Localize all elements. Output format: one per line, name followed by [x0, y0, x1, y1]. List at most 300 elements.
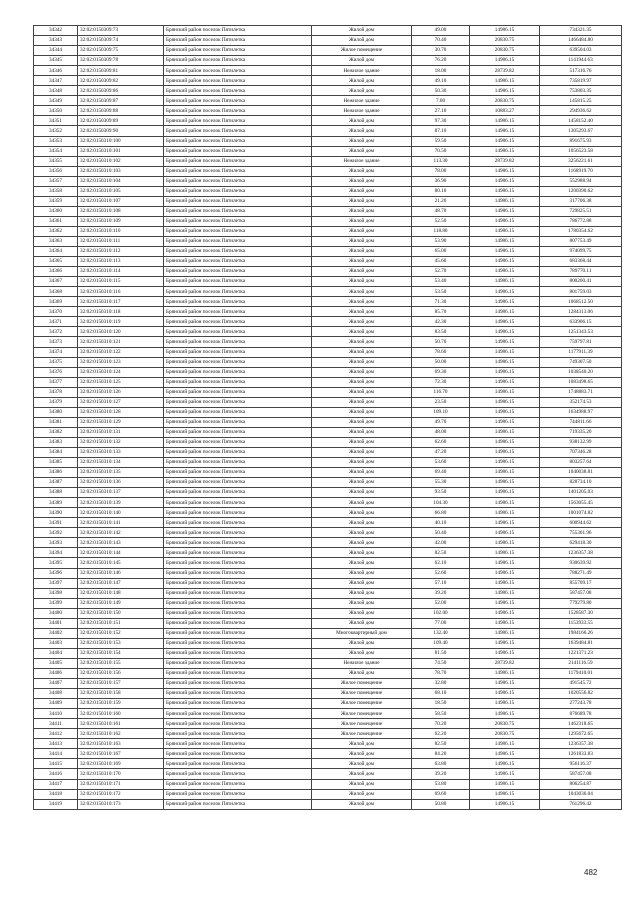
area-cell: 42.30	[412, 317, 470, 327]
area-cell: 50.70	[412, 337, 470, 347]
cadastral-value-cell: 930639.92	[540, 558, 622, 568]
unit-value-cell: 14986.15	[470, 26, 540, 36]
row-number-cell: 34381	[34, 417, 78, 427]
location-cell: Брянский район поселок Пятилетка	[164, 66, 312, 76]
object-type-cell: Жилой дом	[312, 36, 412, 46]
cadastral-number-cell: 32:02:0150310:108	[78, 206, 164, 216]
cadastral-number-cell: 32:02:0150310:143	[78, 538, 164, 548]
unit-value-cell: 14986.15	[470, 648, 540, 658]
unit-value-cell: 14986.15	[470, 267, 540, 277]
table-row	[34, 216, 622, 226]
location-cell: Брянский район поселок Пятилетка	[164, 96, 312, 106]
object-type-cell: Жилой дом	[312, 297, 412, 307]
area-cell: 48.00	[412, 427, 470, 437]
row-number-cell: 34394	[34, 548, 78, 558]
row-number-cell: 34405	[34, 658, 78, 668]
area-cell: 69.40	[412, 468, 470, 478]
object-type-cell: Жилой дом	[312, 357, 412, 367]
area-cell: 52.60	[412, 568, 470, 578]
unit-value-cell: 14986.15	[470, 447, 540, 457]
unit-value-cell: 14986.15	[470, 799, 540, 809]
cadastral-number-cell: 32:02:0150309:75	[78, 46, 164, 56]
cadastral-value-cell: 891675.93	[540, 136, 622, 146]
object-type-cell: Жилой дом	[312, 447, 412, 457]
unit-value-cell: 14986.15	[470, 196, 540, 206]
unit-value-cell: 20830.75	[470, 36, 540, 46]
cadastral-number-cell: 32:02:0150309:87	[78, 96, 164, 106]
area-cell: 78.00	[412, 166, 470, 176]
cadastral-value-cell: 753803.35	[540, 86, 622, 96]
object-type-cell: Жилой дом	[312, 126, 412, 136]
location-cell: Брянский район поселок Пятилетка	[164, 166, 312, 176]
area-cell: 65.00	[412, 247, 470, 257]
cadastral-value-cell: 707346.28	[540, 447, 622, 457]
unit-value-cell: 14986.15	[470, 367, 540, 377]
location-cell: Брянский район поселок Пятилетка	[164, 307, 312, 317]
row-number-cell: 34419	[34, 799, 78, 809]
cadastral-number-cell: 32:02:0150310:127	[78, 397, 164, 407]
unit-value-cell: 14986.15	[470, 669, 540, 679]
area-cell: 87.10	[412, 126, 470, 136]
table-row	[34, 36, 622, 46]
cadastral-number-cell: 32:02:0150310:110	[78, 226, 164, 236]
table-row	[34, 568, 622, 578]
area-cell: 85.70	[412, 307, 470, 317]
row-number-cell: 34371	[34, 317, 78, 327]
row-number-cell: 34396	[34, 568, 78, 578]
cadastral-number-cell: 32:02:0150310:136	[78, 478, 164, 488]
location-cell: Брянский район поселок Пятилетка	[164, 608, 312, 618]
cadastral-number-cell: 32:02:0150310:107	[78, 196, 164, 206]
table-row	[34, 26, 622, 36]
area-cell: 7.00	[412, 96, 470, 106]
area-cell: 71.30	[412, 297, 470, 307]
object-type-cell: Жилой дом	[312, 236, 412, 246]
location-cell: Брянский район поселок Пятилетка	[164, 548, 312, 558]
object-type-cell: Жилой дом	[312, 608, 412, 618]
cadastral-number-cell: 32:02:0150310:132	[78, 437, 164, 447]
cadastral-number-cell: 32:02:0150310:160	[78, 709, 164, 719]
cadastral-value-cell: 1528587.30	[540, 608, 622, 618]
cadastral-value-cell: 1466484.80	[540, 36, 622, 46]
object-type-cell: Жилой дом	[312, 377, 412, 387]
unit-value-cell: 14986.15	[470, 377, 540, 387]
unit-value-cell: 14986.15	[470, 608, 540, 618]
cadastral-number-cell: 32:02:0150310:131	[78, 427, 164, 437]
cadastral-number-cell: 32:02:0150310:111	[78, 236, 164, 246]
row-number-cell: 34386	[34, 468, 78, 478]
area-cell: 49.00	[412, 26, 470, 36]
table-row	[34, 719, 622, 729]
table-row	[34, 397, 622, 407]
cadastral-number-cell: 32:02:0150310:159	[78, 699, 164, 709]
area-cell: 52.70	[412, 267, 470, 277]
cadastral-value-cell: 145815.25	[540, 96, 622, 106]
row-number-cell: 34370	[34, 307, 78, 317]
table-row	[34, 638, 622, 648]
table-row	[34, 729, 622, 739]
cadastral-value-cell: 1168919.70	[540, 166, 622, 176]
cadastral-value-cell: 1177911.39	[540, 347, 622, 357]
unit-value-cell: 14986.15	[470, 317, 540, 327]
object-type-cell: Жилой дом	[312, 669, 412, 679]
cadastral-value-cell: 1305293.67	[540, 126, 622, 136]
location-cell: Брянский район поселок Пятилетка	[164, 769, 312, 779]
cadastral-number-cell: 32:02:0150309:78	[78, 56, 164, 66]
location-cell: Брянский район поселок Пятилетка	[164, 116, 312, 126]
table-row	[34, 437, 622, 447]
location-cell: Брянский район поселок Пятилетка	[164, 739, 312, 749]
location-cell: Брянский район поселок Пятилетка	[164, 689, 312, 699]
unit-value-cell: 14986.15	[470, 739, 540, 749]
table-row	[34, 156, 622, 166]
location-cell: Брянский район поселок Пятилетка	[164, 658, 312, 668]
row-number-cell: 34353	[34, 136, 78, 146]
row-number-cell: 34383	[34, 437, 78, 447]
table-row	[34, 106, 622, 116]
area-cell: 27.10	[412, 106, 470, 116]
unit-value-cell: 14986.15	[470, 427, 540, 437]
row-number-cell: 34359	[34, 196, 78, 206]
row-number-cell: 34392	[34, 528, 78, 538]
location-cell: Брянский район поселок Пятилетка	[164, 36, 312, 46]
cadastral-value-cell: 552988.94	[540, 176, 622, 186]
object-type-cell: Жилой дом	[312, 176, 412, 186]
table-row	[34, 699, 622, 709]
table-row	[34, 387, 622, 397]
area-cell: 84.20	[412, 749, 470, 759]
row-number-cell: 34361	[34, 216, 78, 226]
object-type-cell: Жилой дом	[312, 548, 412, 558]
area-cell: 74.50	[412, 658, 470, 668]
unit-value-cell: 14986.15	[470, 548, 540, 558]
row-number-cell: 34344	[34, 46, 78, 56]
unit-value-cell: 28739.82	[470, 156, 540, 166]
object-type-cell: Жилой дом	[312, 648, 412, 658]
unit-value-cell: 14986.15	[470, 146, 540, 156]
location-cell: Брянский район поселок Пятилетка	[164, 136, 312, 146]
cadastral-number-cell: 32:02:0150310:157	[78, 679, 164, 689]
cadastral-number-cell: 32:02:0150310:100	[78, 136, 164, 146]
location-cell: Брянский район поселок Пятилетка	[164, 588, 312, 598]
cadastral-value-cell: 2141116.59	[540, 658, 622, 668]
table-row	[34, 528, 622, 538]
area-cell: 39.20	[412, 588, 470, 598]
location-cell: Брянский район поселок Пятилетка	[164, 146, 312, 156]
cadastral-value-cell: 1462318.65	[540, 719, 622, 729]
unit-value-cell: 14986.15	[470, 709, 540, 719]
row-number-cell: 34417	[34, 779, 78, 789]
table-row	[34, 317, 622, 327]
object-type-cell: Жилой дом	[312, 498, 412, 508]
row-number-cell: 34379	[34, 397, 78, 407]
cadastral-value-cell: 1141944.63	[540, 56, 622, 66]
table-body	[34, 26, 622, 810]
unit-value-cell: 14986.15	[470, 407, 540, 417]
table-row	[34, 679, 622, 689]
cadastral-value-cell: 876689.78	[540, 709, 622, 719]
table-row	[34, 548, 622, 558]
cadastral-value-cell: 1083498.65	[540, 377, 622, 387]
cadastral-value-cell: 807753.49	[540, 236, 622, 246]
table-row	[34, 628, 622, 638]
cadastral-number-cell: 32:02:0150310:140	[78, 508, 164, 518]
cadastral-number-cell: 32:02:0150309:81	[78, 66, 164, 76]
cadastral-value-cell: 956116.37	[540, 759, 622, 769]
table-row	[34, 478, 622, 488]
cadastral-number-cell: 32:02:0150310:153	[78, 638, 164, 648]
cadastral-number-cell: 32:02:0150310:167	[78, 749, 164, 759]
location-cell: Брянский район поселок Пятилетка	[164, 558, 312, 568]
location-cell: Брянский район поселок Пятилетка	[164, 628, 312, 638]
unit-value-cell: 14986.15	[470, 337, 540, 347]
cadastral-number-cell: 32:02:0150310:125	[78, 377, 164, 387]
cadastral-value-cell: 683368.44	[540, 257, 622, 267]
cadastral-number-cell: 32:02:0150310:135	[78, 468, 164, 478]
location-cell: Брянский район поселок Пятилетка	[164, 176, 312, 186]
table-row	[34, 658, 622, 668]
cadastral-number-cell: 32:02:0150309:86	[78, 86, 164, 96]
table-row	[34, 337, 622, 347]
area-cell: 69.30	[412, 367, 470, 377]
row-number-cell: 34375	[34, 357, 78, 367]
object-type-cell: Жилой дом	[312, 257, 412, 267]
row-number-cell: 34356	[34, 166, 78, 176]
unit-value-cell: 14986.15	[470, 387, 540, 397]
row-number-cell: 34385	[34, 458, 78, 468]
row-number-cell: 34391	[34, 518, 78, 528]
location-cell: Брянский район поселок Пятилетка	[164, 729, 312, 739]
object-type-cell: Жилой дом	[312, 508, 412, 518]
row-number-cell: 34388	[34, 488, 78, 498]
object-type-cell: Жилой дом	[312, 277, 412, 287]
unit-value-cell: 14986.15	[470, 437, 540, 447]
object-type-cell: Жилой дом	[312, 146, 412, 156]
cadastral-value-cell: 1563055.45	[540, 498, 622, 508]
cadastral-value-cell: 755301.96	[540, 528, 622, 538]
area-cell: 132.40	[412, 628, 470, 638]
row-number-cell: 34348	[34, 86, 78, 96]
location-cell: Брянский район поселок Пятилетка	[164, 779, 312, 789]
row-number-cell: 34377	[34, 377, 78, 387]
row-number-cell: 34342	[34, 26, 78, 36]
area-cell: 76.20	[412, 56, 470, 66]
row-number-cell: 34347	[34, 76, 78, 86]
area-cell: 72.30	[412, 377, 470, 387]
table-row	[34, 247, 622, 257]
location-cell: Брянский район поселок Пятилетка	[164, 397, 312, 407]
row-number-cell: 34413	[34, 739, 78, 749]
object-type-cell: Жилой дом	[312, 76, 412, 86]
object-type-cell: Жилой дом	[312, 598, 412, 608]
unit-value-cell: 14986.15	[470, 568, 540, 578]
cadastral-value-cell: 761296.42	[540, 799, 622, 809]
cadastral-number-cell: 32:02:0150310:119	[78, 317, 164, 327]
unit-value-cell: 14986.15	[470, 558, 540, 568]
unit-value-cell: 14986.15	[470, 136, 540, 146]
cadastral-number-cell: 32:02:0150310:155	[78, 658, 164, 668]
unit-value-cell: 14986.15	[470, 679, 540, 689]
table-row	[34, 76, 622, 86]
cadastral-value-cell: 1984166.26	[540, 628, 622, 638]
table-row	[34, 176, 622, 186]
object-type-cell: Жилой дом	[312, 518, 412, 528]
area-cell: 36.90	[412, 176, 470, 186]
location-cell: Брянский район поселок Пятилетка	[164, 478, 312, 488]
table-row	[34, 327, 622, 337]
row-number-cell: 34362	[34, 226, 78, 236]
table-row	[34, 558, 622, 568]
row-number-cell: 34355	[34, 156, 78, 166]
cadastral-value-cell: 1748883.71	[540, 387, 622, 397]
location-cell: Брянский район поселок Пятилетка	[164, 367, 312, 377]
area-cell: 83.50	[412, 327, 470, 337]
area-cell: 62.20	[412, 729, 470, 739]
unit-value-cell: 14986.15	[470, 518, 540, 528]
table-row	[34, 608, 622, 618]
row-number-cell: 34345	[34, 56, 78, 66]
cadastral-value-cell: 294936.62	[540, 106, 622, 116]
cadastral-value-cell: 801759.03	[540, 287, 622, 297]
area-cell: 55.30	[412, 478, 470, 488]
cadastral-number-cell: 32:02:0150310:152	[78, 628, 164, 638]
cadastral-number-cell: 32:02:0150310:129	[78, 417, 164, 427]
location-cell: Брянский район поселок Пятилетка	[164, 46, 312, 56]
unit-value-cell: 14986.15	[470, 287, 540, 297]
cadastral-value-cell: 1295672.65	[540, 729, 622, 739]
location-cell: Брянский район поселок Пятилетка	[164, 468, 312, 478]
object-type-cell: Жилой дом	[312, 367, 412, 377]
object-type-cell: Жилой дом	[312, 458, 412, 468]
row-number-cell: 34387	[34, 478, 78, 488]
object-type-cell: Жилое помещение	[312, 729, 412, 739]
location-cell: Брянский район поселок Пятилетка	[164, 387, 312, 397]
location-cell: Брянский район поселок Пятилетка	[164, 528, 312, 538]
object-type-cell: Жилой дом	[312, 86, 412, 96]
cadastral-value-cell: 1251343.53	[540, 327, 622, 337]
cadastral-number-cell: 32:02:0150310:137	[78, 488, 164, 498]
area-cell: 77.00	[412, 618, 470, 628]
location-cell: Брянский район поселок Пятилетка	[164, 287, 312, 297]
unit-value-cell: 14986.15	[470, 357, 540, 367]
area-cell: 81.50	[412, 648, 470, 658]
object-type-cell: Жилой дом	[312, 478, 412, 488]
cadastral-value-cell: 779279.80	[540, 598, 622, 608]
object-type-cell: Жилой дом	[312, 618, 412, 628]
object-type-cell: Жилой дом	[312, 226, 412, 236]
cadastral-value-cell: 786772.88	[540, 216, 622, 226]
table-row	[34, 367, 622, 377]
location-cell: Брянский район поселок Пятилетка	[164, 156, 312, 166]
location-cell: Брянский район поселок Пятилетка	[164, 247, 312, 257]
cadastral-value-cell: 1634988.97	[540, 407, 622, 417]
cadastral-value-cell: 1020556.82	[540, 689, 622, 699]
table-row	[34, 136, 622, 146]
object-type-cell: Жилой дом	[312, 558, 412, 568]
row-number-cell: 34395	[34, 558, 78, 568]
cadastral-value-cell: 1001074.82	[540, 508, 622, 518]
object-type-cell: Жилой дом	[312, 267, 412, 277]
location-cell: Брянский район поселок Пятилетка	[164, 618, 312, 628]
area-cell: 93.50	[412, 488, 470, 498]
table-row	[34, 417, 622, 427]
location-cell: Брянский район поселок Пятилетка	[164, 226, 312, 236]
cadastral-number-cell: 32:02:0150310:123	[78, 357, 164, 367]
cadastral-value-cell: 1284313.06	[540, 307, 622, 317]
unit-value-cell: 14986.15	[470, 488, 540, 498]
cadastral-number-cell: 32:02:0150309:88	[78, 106, 164, 116]
table-row	[34, 46, 622, 56]
object-type-cell: Нежилое здание	[312, 156, 412, 166]
cadastral-number-cell: 32:02:0150310:172	[78, 789, 164, 799]
location-cell: Брянский район поселок Пятилетка	[164, 638, 312, 648]
table-row	[34, 789, 622, 799]
cadastral-value-cell: 1038540.20	[540, 367, 622, 377]
area-cell: 109.10	[412, 407, 470, 417]
object-type-cell: Жилой дом	[312, 427, 412, 437]
table-row	[34, 498, 622, 508]
cadastral-value-cell: 974099.75	[540, 247, 622, 257]
cadastral-number-cell: 32:02:0150310:163	[78, 739, 164, 749]
cadastral-number-cell: 32:02:0150310:105	[78, 186, 164, 196]
location-cell: Брянский район поселок Пятилетка	[164, 126, 312, 136]
cadastral-value-cell: 277243.78	[540, 699, 622, 709]
area-cell: 52.50	[412, 216, 470, 226]
cadastral-value-cell: 719335.20	[540, 427, 622, 437]
unit-value-cell: 14986.15	[470, 186, 540, 196]
table-row	[34, 196, 622, 206]
unit-value-cell: 14986.15	[470, 628, 540, 638]
object-type-cell: Жилой дом	[312, 638, 412, 648]
cadastral-number-cell: 32:02:0150310:117	[78, 297, 164, 307]
area-cell: 40.10	[412, 518, 470, 528]
table-row	[34, 669, 622, 679]
table-row	[34, 126, 622, 136]
cadastral-value-cell: 759797.81	[540, 337, 622, 347]
table-row	[34, 468, 622, 478]
table-row	[34, 146, 622, 156]
cadastral-value-cell: 639504.03	[540, 46, 622, 56]
table-row	[34, 377, 622, 387]
cadastral-value-cell: 729825.51	[540, 206, 622, 216]
object-type-cell: Нежилое здание	[312, 96, 412, 106]
unit-value-cell: 20830.75	[470, 46, 540, 56]
area-cell: 48.70	[412, 206, 470, 216]
cadastral-number-cell: 32:02:0150310:128	[78, 407, 164, 417]
row-number-cell: 34393	[34, 538, 78, 548]
cadastral-number-cell: 32:02:0150310:162	[78, 729, 164, 739]
location-cell: Брянский район поселок Пятилетка	[164, 26, 312, 36]
row-number-cell: 34406	[34, 669, 78, 679]
cadastral-value-cell: 317706.38	[540, 196, 622, 206]
location-cell: Брянский район поселок Пятилетка	[164, 669, 312, 679]
object-type-cell: Многоквартирный дом	[312, 628, 412, 638]
cadastral-number-cell: 32:02:0150309:89	[78, 116, 164, 126]
area-cell: 50.80	[412, 799, 470, 809]
object-type-cell: Жилой дом	[312, 789, 412, 799]
row-number-cell: 34366	[34, 267, 78, 277]
cadastral-value-cell: 806254.87	[540, 779, 622, 789]
cadastral-number-cell: 32:02:0150310:113	[78, 257, 164, 267]
location-cell: Брянский район поселок Пятилетка	[164, 488, 312, 498]
unit-value-cell: 14986.15	[470, 578, 540, 588]
location-cell: Брянский район поселок Пятилетка	[164, 799, 312, 809]
cadastral-value-cell: 1040038.81	[540, 468, 622, 478]
object-type-cell: Жилой дом	[312, 327, 412, 337]
table-row	[34, 407, 622, 417]
cadastral-number-cell: 32:02:0150310:114	[78, 267, 164, 277]
object-type-cell: Жилой дом	[312, 307, 412, 317]
